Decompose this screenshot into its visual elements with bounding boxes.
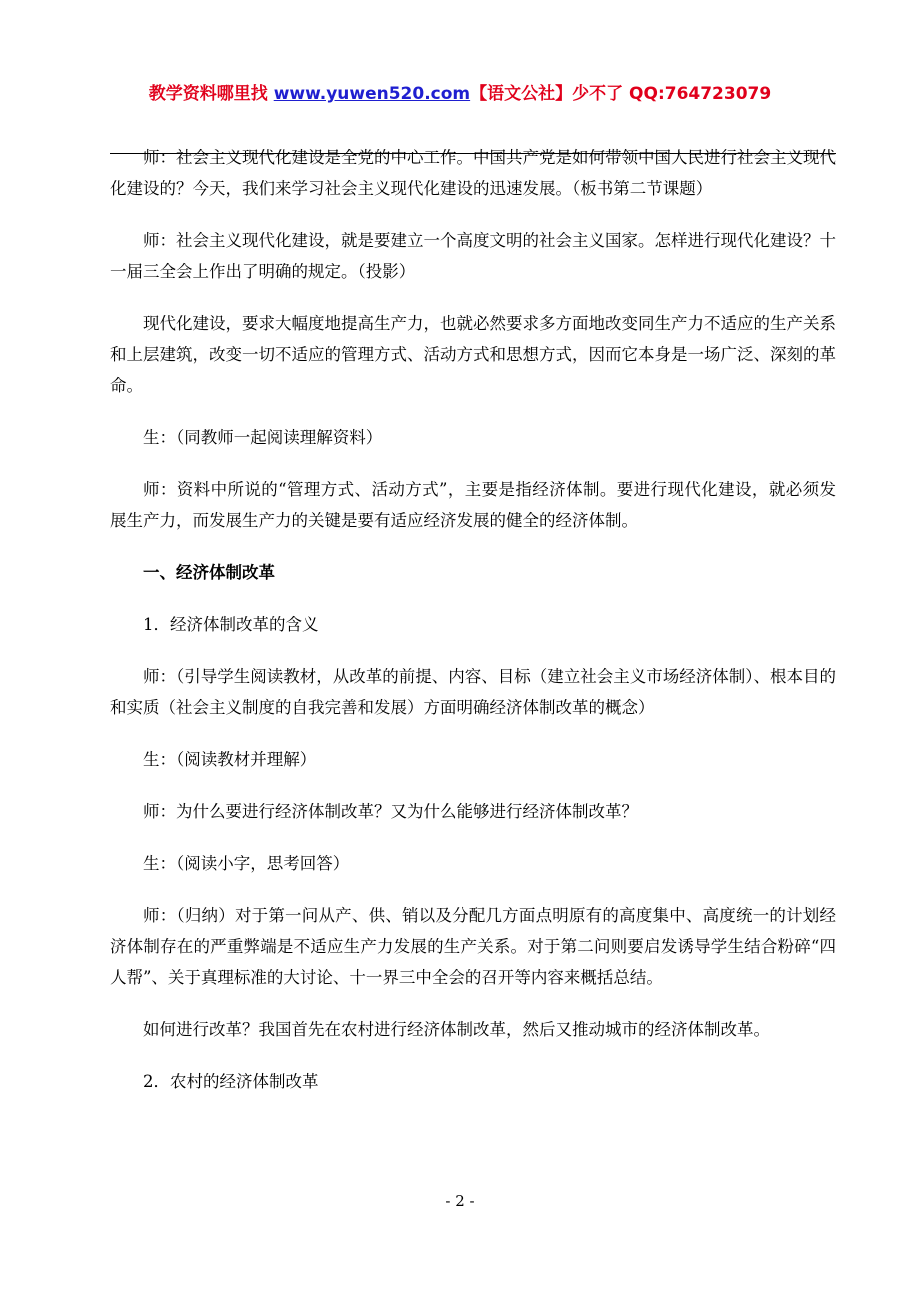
paragraph-projection: 现代化建设，要求大幅度地提高生产力，也就必然要求多方面地改变同生产力不适应的生产关系和上层建筑，改变一切不适应的管理方式、活动方式和思想方式，因而它本身是一场广泛、深刻的革命。 (110, 314, 836, 395)
page-number: - 2 - (445, 1192, 475, 1210)
paragraph-guide-reading: 师：（引导学生阅读教材，从改革的前提、内容、目标（建立社会主义市场经济体制）、根本目的和实质（社会主义制度的自我完善和发展）方面明确经济体制改革的概念） (110, 667, 836, 717)
paragraph-summary: 师：（归纳）对于第一问从产、供、销以及分配几方面点明原有的高度集中、高度统一的计划经济体制存在的严重弊端是不适应生产力发展的生产关系。对于第二问则要启发诱导学生结合粉碎“四人帮”、关于真理标准的大讨论、十一界三中全会的召开等内容来概括总结。 (110, 906, 836, 987)
section-heading: 一、经济体制改革 (143, 563, 275, 582)
paragraph-student-textbook: 生：（阅读教材并理解） (143, 750, 317, 769)
document-body (110, 142, 836, 1118)
paragraph-economic-system: 师：资料中所说的“管理方式、活动方式”，主要是指经济体制。要进行现代化建设，就必须发展生产力，而发展生产力的关键是要有适应经济发展的健全的经济体制。 (110, 480, 836, 530)
paragraph-student-read: 生：（同教师一起阅读理解资料） (143, 428, 383, 447)
paragraph-why-reform: 师：为什么要进行经济体制改革？又为什么能够进行经济体制改革？ (143, 802, 638, 821)
paragraph-modernization: 师：社会主义现代化建设，就是要建立一个高度文明的社会主义国家。怎样进行现代化建设？十一届三全会上作出了明确的规定。（投影） (110, 231, 836, 281)
header-brand: 【语文公社】 (470, 84, 573, 104)
paragraph-student-answer: 生：（阅读小字，思考回答） (143, 854, 350, 873)
paragraph-how-reform: 如何进行改革？我国首先在农村进行经济体制改革，然后又推动城市的经济体制改革。 (143, 1020, 770, 1039)
header-site-link[interactable]: www.yuwen520.com (273, 84, 471, 104)
header-suffix: 少不了 QQ:764723079 (572, 84, 772, 104)
subsection-heading-1: 1．经济体制改革的含义 (143, 615, 319, 634)
page-header (0, 80, 920, 108)
header-prefix: 教学资料哪里找 (148, 84, 274, 104)
paragraph-intro: 师：社会主义现代化建设是全党的中心工作。中国共产党是如何带领中国人民进行社会主义现代化建设的？今天，我们来学习社会主义现代化建设的迅速发展。（板书第二节课题） (110, 148, 836, 198)
subsection-heading-2: 2．农村的经济体制改革 (143, 1072, 319, 1091)
